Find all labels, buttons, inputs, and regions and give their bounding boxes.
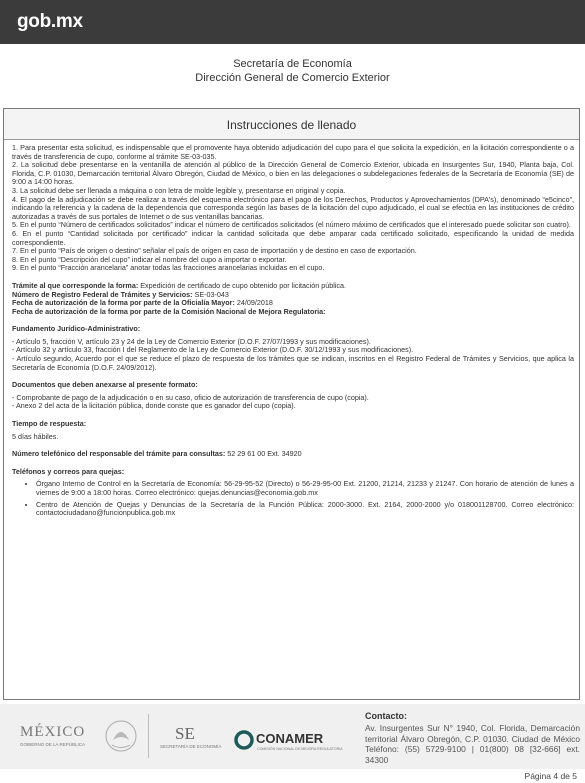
quejas-title: Teléfonos y correos para quejas:: [12, 466, 125, 476]
conamer-ring-icon: [234, 730, 254, 750]
instruction-item: 8. En el punto “Descripción del cupo” indicar el nombre del cupo a importar o exportar.: [12, 254, 287, 264]
fecha-om-label: Fecha de autorización de la forma por parte de la Oficialía Mayor:: [12, 298, 235, 308]
documentos-title: Documentos que deben anexarse al presente formato:: [12, 380, 198, 390]
documento-item: - Anexo 2 del acta de la licitación pública, donde conste que es ganador del cupo (copia).: [12, 401, 296, 411]
telefono-label: Número telefónico del responsable del trámite para consultas:: [12, 449, 226, 459]
fecha-cn-label: Fecha de autorización de la forma por parte de la Comisión Nacional de Mejora Regulatoria:: [12, 306, 326, 316]
org-name: Secretaría de Economía: [233, 58, 352, 70]
section-title: Instrucciones de llenado: [4, 109, 579, 140]
rfts-value: SE-03-043: [194, 289, 229, 299]
fecha-om-value: 24/09/2018: [236, 298, 273, 308]
eagle-emblem-icon: [102, 712, 140, 762]
fundamento-title: Fundamento Jurídico-Administrativo:: [12, 324, 141, 334]
tramite-label: Trámite al que corresponde la forma:: [12, 280, 139, 290]
documento-item: - Comprobante de pago de la adjudicación o en su caso, oficio de autorización de transferencia de cupo (copia).: [12, 392, 369, 402]
respuesta-value: 5 días hábiles.: [12, 431, 59, 441]
instruction-item: 1. Para presentar esta solicitud, es indispensable que el promovente haya obtenido adjudicación del cupo para el que solicita la expedición, en la licitación correspondiente o a través de transferencia de cupo, conforme al trámite SE-03-035.: [12, 143, 574, 161]
se-logo-subtitle: SECRETARÍA DE ECONOMÍA: [160, 744, 222, 749]
top-bar: [0, 0, 585, 44]
fundamento-item: - Artículo segundo, Acuerdo por el que se reduce el plazo de respuesta de los trámites que se indican, inscritos en el Registro Federal de Trámites y Servicios, que aplica la Secretaría de Economía (D.O.F. 24/09/2012).: [12, 354, 574, 372]
org-department: Dirección General de Comercio Exterior: [195, 72, 390, 84]
se-logo: SE: [175, 724, 195, 743]
gob-mx-logo[interactable]: gob.mx: [17, 11, 83, 32]
footer-divider: [148, 714, 149, 758]
fundamento-item: - Artículo 5, fracción V, artículo 23 y 24 de la Ley de Comercio Exterior (D.O.F. 27/07/1993 y sus modificaciones).: [12, 336, 371, 346]
instructions-body: [12, 144, 574, 521]
footer: [0, 704, 585, 769]
page-number: Página 4 de 5: [524, 771, 577, 781]
mexico-logo: MÉXICO: [20, 724, 86, 740]
tramite-value: Expedición de certificado de cupo obtenido por licitación pública.: [140, 280, 346, 290]
conamer-logo-subtitle: COMISIÓN NACIONAL DE MEJORA REGULATORIA: [257, 747, 343, 751]
instruction-item: 7. En el punto “País de origen o destino” señalar el país de origen en caso de importación y de destino en caso de exportación.: [12, 246, 417, 256]
quejas-list: [12, 480, 574, 517]
conamer-logo: CONAMER: [256, 731, 324, 746]
respuesta-title: Tiempo de respuesta:: [12, 419, 87, 429]
fecha-cn-row: [12, 308, 574, 317]
contact-title: Contacto:: [365, 711, 407, 721]
quejas-item: • Centro de Atención de Quejas y Denuncias de la Secretaría de la Función Pública: 2000-3000. Ext. 2164, 2000-2000 y/o 018001128700. Correo electrónico: contactociudadano@funcionpublica.gob.mx: [36, 501, 574, 518]
fundamento-item: - Artículo 32 y artículo 33, fracción I del Reglamento de la Ley de Comercio Exterior (D.O.F. 30/12/1993 y sus modificaciones).: [12, 345, 414, 355]
instructions-panel: [3, 108, 580, 700]
instruction-item: 6. En el punto “Cantidad solicitada por certificado” indicar la cantidad solicitada que debe amparar cada certificado solicitado, especificando la unidad de medida correspondiente.: [12, 228, 574, 247]
quejas-item: • Órgano Interno de Control en la Secretaría de Economía: 56-29-95-52 (Directo) o 56-29-95-00 Ext. 21200, 21214, 21233 y 21247. Con horario de atención de lunes a viernes de 9:00 a 18:00 horas. Correo electrónico: quejas.denuncias@economia.gob.mx: [36, 480, 574, 497]
mexico-logo-subtitle: GOBIERNO DE LA REPÚBLICA: [20, 742, 86, 747]
telefono-row: [12, 450, 574, 459]
contact-text: Av. Insurgentes Sur N° 1940, Col. Florida, Demarcación territorial Álvaro Obregón, C.P. 01030. Ciudad de México Teléfono: (55) 5729-9100 | 01(800) 08 [32-666] ext. 34300: [365, 723, 580, 765]
rfts-label: Número de Registro Federal de Trámites y Servicios:: [12, 289, 193, 299]
instruction-item: 9. En el punto “Fracción arancelaria” anotar todas las fracciones arancelarias incluidas en el cupo.: [12, 263, 325, 273]
instruction-item: 3. La solicitud debe ser llenada a máquina o con letra de molde legible y, presentarse en original y copia.: [12, 185, 346, 195]
instruction-item: 5. En el punto “Número de certificados solicitados” indicar el número de certificados solicitados (el número máximo de certificados que el interesado puede solicitar son cuatro).: [12, 220, 571, 230]
telefono-value: 52 29 61 00 Ext. 34920: [227, 449, 302, 459]
instruction-item: 4. El pago de la adjudicación se debe realizar a través del esquema electrónico para el pago de los Derechos, Productos y Aprovechamientos (DPA's), denominado “e5cinco”, indicando la referencia y la cadena de la dependencia que corresponda según las bases de la licitación del cupo adjudicado, el cual se efectúa en las instituciones de crédito autorizadas a través de sus portales de Internet o de sus ventanillas bancarias.: [12, 194, 574, 221]
instruction-item: 2. La solicitud debe presentarse en la ventanilla de atención al público de la Dirección General de Comercio Exterior, ubicada en Insurgentes Sur, 1940, Planta baja, Col. Florida, C.P. 01030, Demarcación territorial Álvaro Obregón, Ciudad de México, o bien en las delegaciones o subdelegaciones federales de la Secretaría de Economía (SE) de 9:00 a 14:00 horas.: [12, 160, 574, 187]
